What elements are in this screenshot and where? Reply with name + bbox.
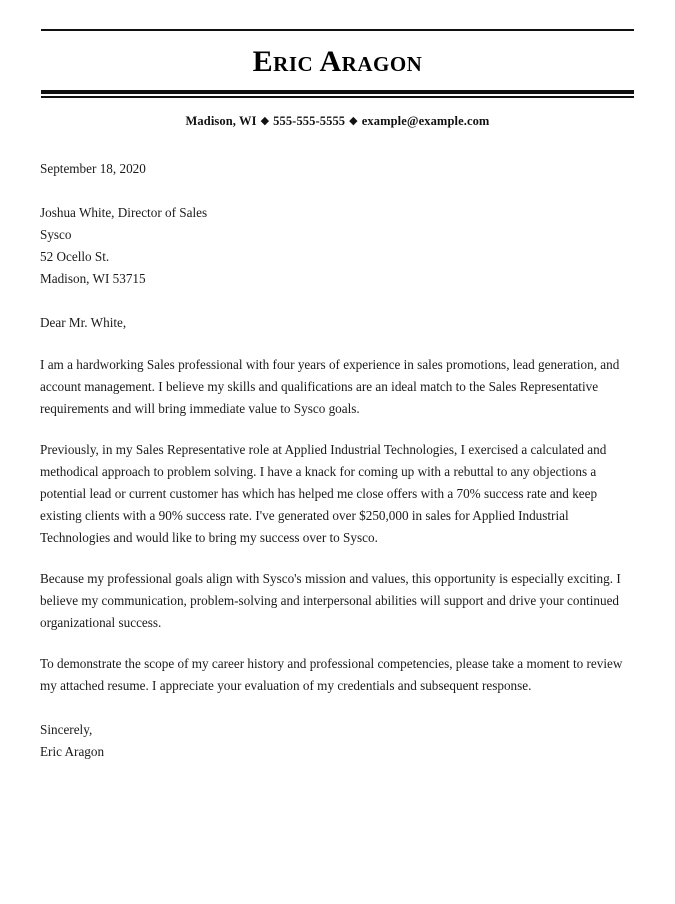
contact-location: Madison, WI — [185, 114, 257, 128]
header-top-rule — [41, 29, 634, 31]
recipient-line: Madison, WI 53715 — [40, 271, 146, 286]
page-title: Eric Aragon — [252, 45, 423, 78]
body-paragraph: To demonstrate the scope of my career history and professional competencies, please take a moment to review my attached resume. I appreciate your evaluation of my credentials and subsequent response. — [40, 656, 623, 693]
closing-salutation: Sincerely, — [40, 722, 93, 737]
diamond-separator-icon: ◆ — [260, 115, 270, 127]
recipient-line: Sysco — [40, 227, 72, 242]
closing-block — [40, 719, 630, 763]
signature-name: Eric Aragon — [40, 744, 105, 759]
contact-phone: 555-555-5555 — [273, 114, 346, 128]
recipient-address-block — [40, 202, 630, 290]
contact-line — [41, 114, 634, 129]
recipient-line: 52 Ocello St. — [40, 249, 110, 264]
body-paragraph: I am a hardworking Sales professional with four years of experience in sales promotions, lead generation, and account management. I believe my skills and qualifications are an ideal match to the Sales Representative requirements and will bring immediate value to Sysco goals. — [40, 357, 620, 416]
salutation: Dear Mr. White, — [40, 315, 127, 330]
body-paragraph: Because my professional goals align with Sysco's mission and values, this opportunity is especially exciting. I believe my communication, problem-solving and interpersonal abilities will support and drive your continued organizational success. — [40, 571, 621, 630]
diamond-separator-icon: ◆ — [349, 115, 358, 127]
letterhead — [0, 29, 675, 129]
contact-email: example@example.com — [361, 114, 490, 128]
header-double-rule — [41, 90, 634, 98]
cover-letter-page — [0, 29, 675, 904]
date-line: September 18, 2020 — [40, 161, 146, 176]
body-paragraph: Previously, in my Sales Representative role at Applied Industrial Technologies, I exercised a calculated and methodical approach to problem solving. I have a knack for coming up with a rebuttal to any objections a potential lead or current customer has which has helped me close offers with a 70% success rate and keep existing clients with a 90% success rate. I've generated over $250,000 in sales for Applied Industrial Technologies and would like to bring my success over to Sysco. — [40, 442, 607, 545]
recipient-line: Joshua White, Director of Sales — [40, 205, 208, 220]
letter-body — [0, 158, 675, 763]
header-rule-thin — [41, 96, 634, 98]
